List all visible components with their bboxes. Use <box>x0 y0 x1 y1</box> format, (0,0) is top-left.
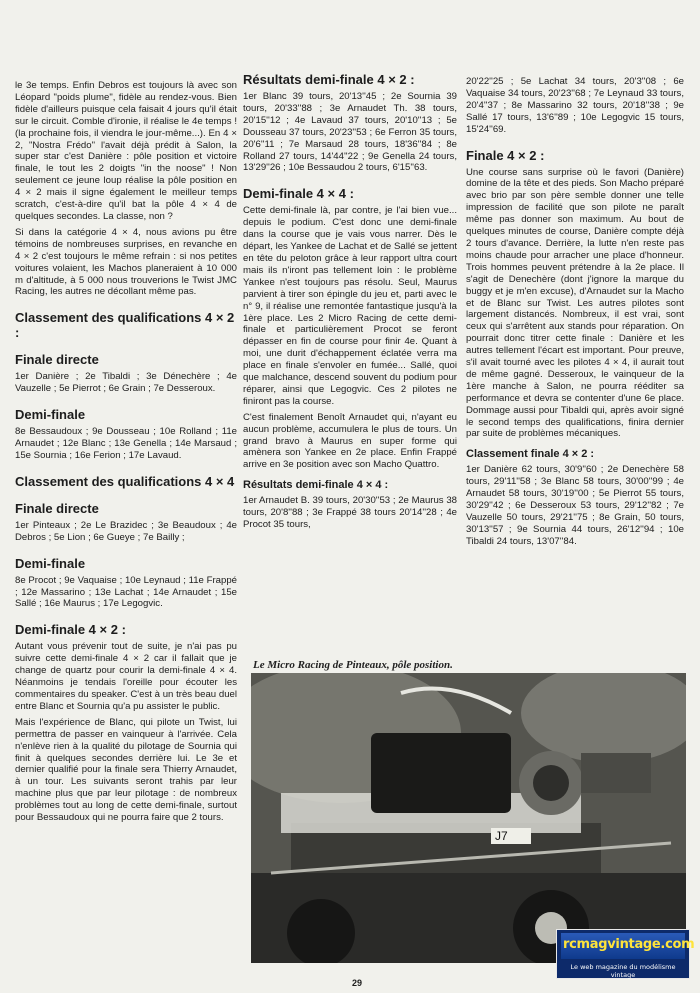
watermark-logo <box>556 929 695 979</box>
buggy-photo <box>251 673 686 963</box>
heading-resultats-demi-4x4: Résultats demi-finale 4 × 4 : <box>243 479 389 492</box>
demi-finale-4x2-report-a: Autant vous prévenir tout de suite, je n'ai pas pu suivre cette demi-finale 4 × 2 car il fallait que je change de quartz pour courir la demi-finale 4 × 4. Néanmoins je tendais l'oreille pour écouter les commentaires du speaker. C'est à un très beau duel entre Blanc et Sournia qu'a pu assister le public. <box>15 641 237 712</box>
intro-paragraph-2: Si dans la catégorie 4 × 4, nous avions pu être témoins de nombreuses surprises, en revanche en 4 × 2 c'est toujours le même refrain : si nos petites voitures volaient, les Machos planeraient à 10 000 m d'altitude, à 5 000 nous trouverions le Twist JMC Racing, les autres ne décollant même pas. <box>15 226 237 298</box>
page-number: 29 <box>352 978 363 988</box>
heading-finale-4x2: Finale 4 × 2 : <box>466 147 545 163</box>
finale-directe-4x2-list: 1er Danière ; 2e Tibaldi ; 3e Dénechère ; 4e Vauzelle ; 5e Pierrot ; 6e Grain ; 7e Desseroux. <box>15 371 237 395</box>
finale-4x2-report: Une course sans surprise où le favori (Danière) domine de la tête et des pieds. Son Macho préparé avec brio par son père semble donner une telle impression de facilité que son pilote ne paraît même pas donner son maximum. Au bout de quelques minutes de course, Danière compte déjà 2 tours d'avance. Derrière, la lutte n'en reste pas moins chaude pour arracher une place d'honneur. Trois hommes peuvent prétendre à la 2e place. Il s'agit de Denechère (dont j'ignore la marque du buggy et je m'en excuse), d'Arnaudet sur la Macho et de Blanc sur Twist. Les autres pilotes sont largement distancés. Nombreux, il est vrai, sont ceux qui s'arrêtent aux stands pour réparation. On pourrait donc titrer cette finale : Danière et les autres tellement l'écart est important. Pour preuve, s'il avait tourné avec les pilotes 4 × 4, il aurait tout de même gagné. Desseroux, le vainqueur de la 1ère manche à Salon, ne pourra rééditer sa performance et devra se contenter d'une 6e place. Dommage aussi pour Tibaldi qui, après avoir signé le second temps des qualifications, finira dernier par suite de problèmes mécaniques. <box>466 166 684 440</box>
heading-resultats-demi-4x2: Résultats demi-finale 4 × 2 : <box>243 72 415 87</box>
heading-finale-directe-4x4: Finale directe <box>15 500 99 516</box>
number-tag: J7 <box>495 829 508 843</box>
heading-demi-finale-4x4-report: Demi-finale 4 × 4 : <box>243 186 354 202</box>
heading-demi-finale-4x2-report: Demi-finale 4 × 2 : <box>15 622 126 638</box>
column-middle <box>243 72 457 535</box>
heading-finale-directe-4x2: Finale directe <box>15 352 99 368</box>
demi-finale-4x4-report-a: Cette demi-finale là, par contre, je l'ai bien vue... depuis le podium. C'est donc une demi-finale dans la course que je vais vous narrer. Dès le départ, les Yankee de Lachat et de Sallé se jettent en tête du peloton grâce à leur rapport ultra court mais ils n'iront pas tellement loin : le problème Yankee n'est toujours pas résolu. Seul, Maurus parvient à tirer son épingle du jeu et, parti avec le n° 9, il réalise une remontée fantastique jusqu'à la 1ère place. Les 2 Micro Racing de cette demi-finale et particulièrement Procot se feront dépasser en fin de course pour finir 4e. Quant à moi, une durit d'échappement éclatée verra ma place en finale s'envoler en fumée... Sallé, quoi que malchance, descend souvent du podium pour réparer, ainsi que Legogvic. Ces 2 pilotes ne finiront pas la course. <box>243 205 457 407</box>
watermark-subtitle: Le web magazine du modélisme vintage <box>570 963 676 979</box>
demi-finale-4x4-report-b: C'est finalement Benoît Arnaudet qui, n'ayant eu aucun problème, accumulera le plus de tours. Un grand bravo à Maurus en super forme qui amènera son Yankee en 2e place. Enfin Frappé arrive en 3e position avec son Macho Quattro. <box>243 411 457 471</box>
demi-finale-4x4-qualif-list: 8e Procot ; 9e Vaquaise ; 10e Leynaud ; 11e Frappé ; 12e Massarino ; 13e Lachat ; 14e Arnaudet ; 15e Sallé ; 16e Maurus ; 17e Legogvic. <box>15 574 237 610</box>
finale-directe-4x4-list: 1er Pinteaux ; 2e Le Brazidec ; 3e Beaudoux ; 4e Debros ; 5e Lion ; 6e Gueye ; 7e Bailly ; <box>15 519 237 543</box>
heading-classement-finale-4x2: Classement finale 4 × 2 : <box>466 448 595 461</box>
column-left <box>15 80 237 828</box>
heading-qualif-4x2: Classement des qualifications 4 × 2 : <box>15 310 235 341</box>
heading-qualif-4x4: Classement des qualifications 4 × 4 <box>15 473 235 489</box>
intro-paragraph: le 3e temps. Enfin Debros est toujours là avec son Léopard "poids plume", fidèle au rendez-vous. Bien fidèle d'ailleurs puisque cela faisait 4 jours qu'il était sur le circuit. Comble d'ironie, il réalise le 4e temps ! (la prochaine fois, il viendra le jour-même...). En 4 × 2, "Nostra Frédo" l'avait déjà prédit à Salon, la super star c'est Danière : pôle position et victoire finale, le tout les 2 doigts "in the noose" ! Non seulement ce jeune loup réalise la pôle position en 4 × 2 mais il signe également le meilleur temps scratch, c'est-à-dire qu'il bat la pôle 4 × 4 de quelques secondes. La classe, non ? <box>15 80 237 222</box>
heading-demi-finale-4x4-qualif: Demi-finale <box>15 555 86 571</box>
classement-finale-4x2-list: 1er Danière 62 tours, 30'9''60 ; 2e Denechère 58 tours, 29'11''58 ; 3e Blanc 58 tours, 30'00''99 ; 4e Arnaudet 58 tours, 30'19''00 ; 5e Pierrot 55 tours, 30'29''42 ; 6e Desseroux 53 tours, 29'12''82 ; 7e Vauzelle 50 tours, 29'21''75 ; 8e Grain, 50 tours, 30'13''57 ; 9e Sournia 44 tours, 26'12''94 ; 10e Tibaldi 24 tours, 13'07''84. <box>466 464 684 547</box>
resultats-demi-4x2-list: 1er Blanc 39 tours, 20'13''45 ; 2e Sournia 39 tours, 20'33''88 ; 3e Arnaudet Th. 38 tours, 20'15''12 ; 4e Lavaud 37 tours, 20'10''13 ; 5e Dousseau 37 tours, 20'23''53 ; 6e Ferron 35 tours, 20'6''11 ; 7e Marsaud 28 tours, 18'36''84 ; 8e Rolland 27 tours, 14'44''22 ; 9e Genella 24 tours, 13'29''26 ; 10e Bessaudou 2 tours, 6'15''63. <box>243 91 457 174</box>
watermark-title: rcmagvintage.com <box>563 937 695 952</box>
demi-finale-4x2-report-b: Mais l'expérience de Blanc, qui pilote un Twist, lui permettra de passer en vainqueur à l'arrivée. Cela n'enlève rien à la qualité du pilotage de Sournia qui finit à quelques secondes derrière lui. Le 3e et dernier qualifié pour la finale sera Thierry Arnaudet, à un tour. Les suivants seront trahis par leur machine plus que par leur pilotage : de nombreux problèmes tout au long de cette demi-finale, surtout pour Bessaudoux qui ne pourra faire que 2 tours. <box>15 716 237 824</box>
photo-caption: Le Micro Racing de Pinteaux, pôle position. <box>253 659 453 671</box>
resultats-demi-4x4-list: 1er Arnaudet B. 39 tours, 20'30''53 ; 2e Maurus 38 tours, 20'8''88 ; 3e Frappé 38 tours 20'14''28 ; 4e Procot 35 tours, <box>243 495 457 531</box>
buggy-photo-illustration <box>251 673 686 963</box>
heading-demi-finale-4x2-qualif: Demi-finale <box>15 407 86 423</box>
resultats-demi-4x4-continued: 20'22''25 ; 5e Lachat 34 tours, 20'3''08 ; 6e Vaquaise 34 tours, 20'23''68 ; 7e Leynaud 33 tours, 20'4''37 ; 8e Massarino 32 tours, 20'18''38 ; 9e Sallé 17 tours, 13'6''89 ; 10e Legogvic 15 tours, 15'24''69. <box>466 76 684 135</box>
column-right <box>466 76 684 552</box>
demi-finale-4x2-qualif-list: 8e Bessaudoux ; 9e Dousseau ; 10e Rolland ; 11e Arnaudet ; 12e Blanc ; 13e Genella ; 14e Marsaud ; 15e Sournia ; 16e Ferion ; 17e Lavaud. <box>15 426 237 461</box>
